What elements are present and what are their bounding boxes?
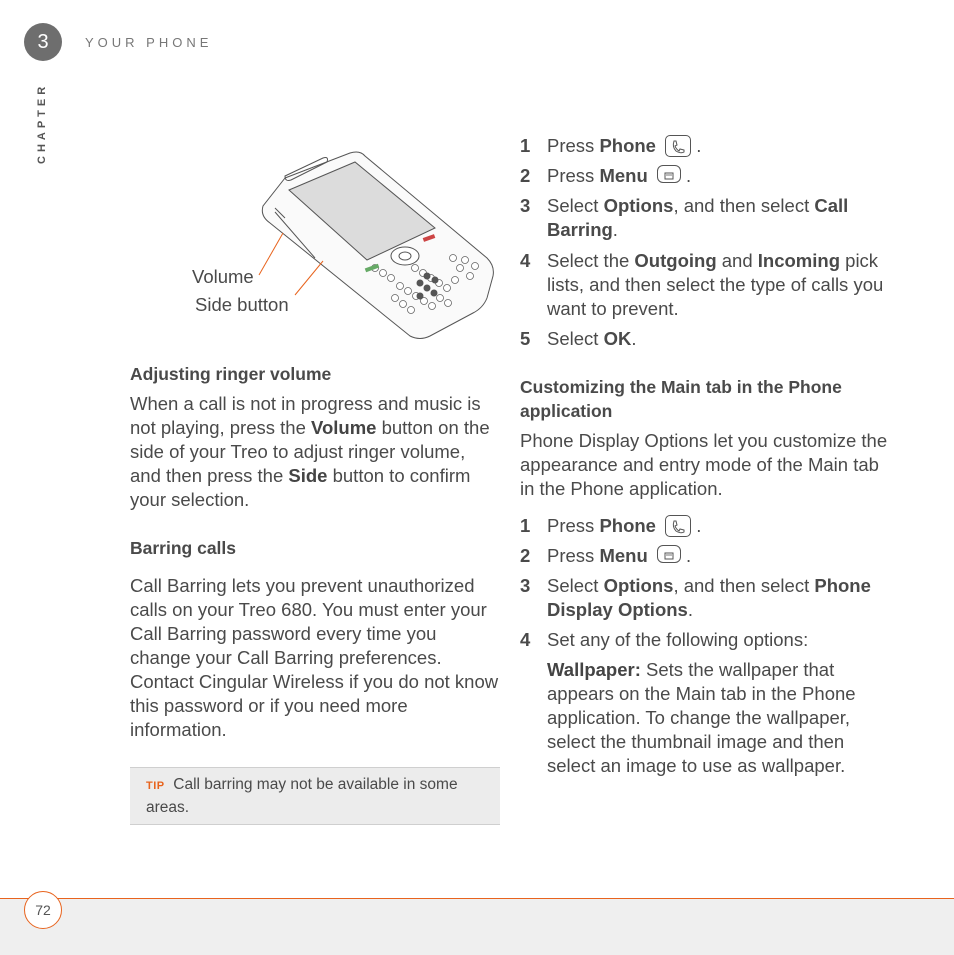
tip-box (130, 767, 500, 825)
heading-barring-calls: Barring calls (130, 538, 237, 558)
callout-side-button: Side button (195, 294, 289, 315)
wallpaper-option-description: Wallpaper: Sets the wallpaper that appears on the Main tab in the Phone application. To change the wallpaper, select the thumbnail image and then select an image to use as wallpaper. (547, 659, 856, 776)
chapter-number-badge: 3 (24, 23, 62, 61)
step-3-select-call-barring: 3 Select Options, and then select Call Barring. (520, 195, 849, 240)
paragraph-ringer-volume: When a call is not in progress and music is not playing, press the Volume button on the side of your Treo to adjust ringer volume, and then press the Side button to confirm your selection. (130, 393, 490, 510)
phone-key-icon (665, 515, 691, 537)
paragraph-barring-calls: Call Barring lets you prevent unauthorized calls on your Treo 680. You must enter your Call Barring password every time you change your Call Barring preferences. Contact Cingular Wireless if you do not know this password or if you need more information. (130, 575, 499, 740)
step-3-select-phone-display-options: 3 Select Options, and then select Phone Display Options. (520, 575, 871, 620)
phone-key-icon (665, 135, 691, 157)
page-number: 72 (24, 891, 62, 929)
heading-adjusting-ringer-volume: Adjusting ringer volume (130, 364, 332, 384)
paragraph-phone-display-options: Phone Display Options let you customize the appearance and entry mode of the Main tab in the Phone application. (520, 430, 888, 499)
step-4-select-outgoing-incoming: 4 Select the Outgoing and Incoming pick lists, and then select the type of calls you want to prevent. (520, 250, 884, 319)
menu-key-icon (657, 165, 681, 183)
menu-key-icon (657, 545, 681, 563)
callout-volume: Volume (192, 266, 254, 287)
running-head: YOUR PHONE (85, 35, 213, 50)
tip-text: Call barring may not be available in some areas. (146, 776, 458, 816)
heading-customizing-main-tab: Customizing the Main tab in the Phone application (520, 377, 842, 421)
callout-lines (255, 225, 335, 305)
tip-label: TIP (146, 780, 165, 792)
chapter-side-label: CHAPTER (36, 82, 48, 164)
footer-band (0, 898, 954, 955)
tip-content (146, 774, 491, 819)
